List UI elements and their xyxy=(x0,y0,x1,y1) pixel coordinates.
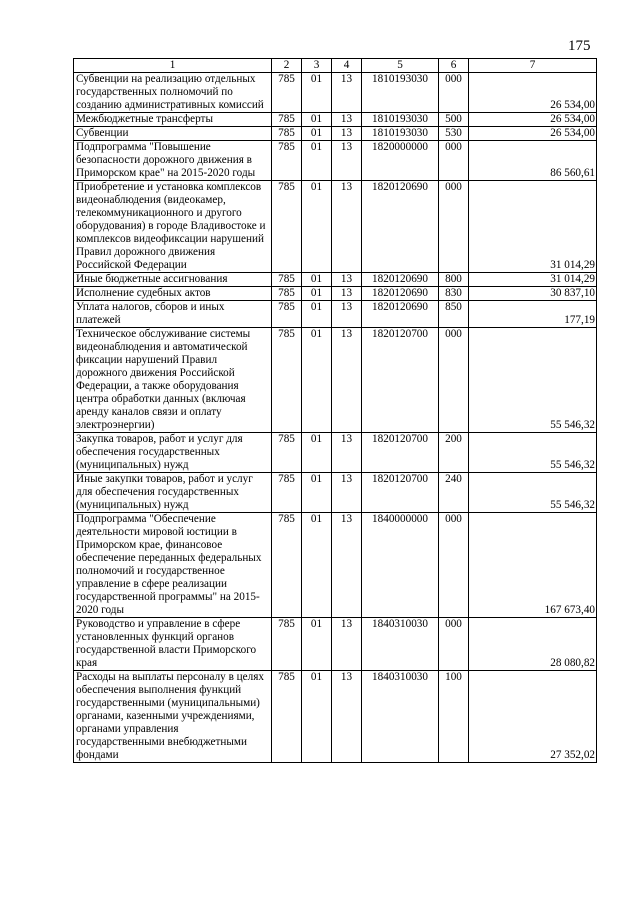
amount-cell: 26 534,00 xyxy=(469,127,597,141)
target-article-cell: 1820120700 xyxy=(362,433,439,473)
section-code-cell: 01 xyxy=(302,287,332,301)
target-article-cell: 1820120700 xyxy=(362,328,439,433)
budget-table xyxy=(73,58,597,763)
section-code-cell: 01 xyxy=(302,328,332,433)
table-row xyxy=(74,618,597,671)
target-article-cell: 1840310030 xyxy=(362,618,439,671)
target-article-cell: 1820120700 xyxy=(362,473,439,513)
subsection-code-cell: 13 xyxy=(332,141,362,181)
amount-cell: 30 837,10 xyxy=(469,287,597,301)
amount-cell: 31 014,29 xyxy=(469,273,597,287)
amount-cell: 177,19 xyxy=(469,301,597,328)
section-code-cell: 01 xyxy=(302,618,332,671)
item-name-cell: Подпрограмма "Обеспечение деятельности мировой юстиции в Приморском крае, финансовое обеспечение переданных федеральных полномочий и государственное управление в сфере реализации государственной программы" на 2015-2020 годы xyxy=(74,513,272,618)
table-row xyxy=(74,73,597,113)
amount-cell: 31 014,29 xyxy=(469,181,597,273)
admin-code-cell: 785 xyxy=(272,301,302,328)
column-header: 2 xyxy=(272,59,302,73)
target-article-cell: 1810193030 xyxy=(362,127,439,141)
admin-code-cell: 785 xyxy=(272,73,302,113)
subsection-code-cell: 13 xyxy=(332,273,362,287)
expense-type-cell: 000 xyxy=(439,328,469,433)
expense-type-cell: 000 xyxy=(439,618,469,671)
target-article-cell: 1820120690 xyxy=(362,287,439,301)
target-article-cell: 1820120690 xyxy=(362,301,439,328)
table-row xyxy=(74,328,597,433)
subsection-code-cell: 13 xyxy=(332,618,362,671)
admin-code-cell: 785 xyxy=(272,113,302,127)
target-article-cell: 1820120690 xyxy=(362,181,439,273)
amount-cell: 55 546,32 xyxy=(469,473,597,513)
item-name-cell: Уплата налогов, сборов и иных платежей xyxy=(74,301,272,328)
section-code-cell: 01 xyxy=(302,127,332,141)
column-header: 3 xyxy=(302,59,332,73)
item-name-cell: Расходы на выплаты персоналу в целях обеспечения выполнения функций государственными (муниципальными) органами, казенными учреждениями, органами управления государственными внебюджетными фондами xyxy=(74,671,272,763)
section-code-cell: 01 xyxy=(302,181,332,273)
section-code-cell: 01 xyxy=(302,141,332,181)
section-code-cell: 01 xyxy=(302,113,332,127)
expense-type-cell: 830 xyxy=(439,287,469,301)
table-header-row xyxy=(74,59,597,73)
admin-code-cell: 785 xyxy=(272,181,302,273)
amount-cell: 26 534,00 xyxy=(469,113,597,127)
amount-cell: 55 546,32 xyxy=(469,328,597,433)
page-number: 175 xyxy=(568,38,591,54)
target-article-cell: 1820000000 xyxy=(362,141,439,181)
subsection-code-cell: 13 xyxy=(332,181,362,273)
amount-cell: 167 673,40 xyxy=(469,513,597,618)
amount-cell: 26 534,00 xyxy=(469,73,597,113)
amount-cell: 27 352,02 xyxy=(469,671,597,763)
expense-type-cell: 000 xyxy=(439,181,469,273)
target-article-cell: 1810193030 xyxy=(362,113,439,127)
item-name-cell: Иные бюджетные ассигнования xyxy=(74,273,272,287)
expense-type-cell: 850 xyxy=(439,301,469,328)
expense-type-cell: 500 xyxy=(439,113,469,127)
admin-code-cell: 785 xyxy=(272,513,302,618)
expense-type-cell: 000 xyxy=(439,73,469,113)
expense-type-cell: 800 xyxy=(439,273,469,287)
amount-cell: 86 560,61 xyxy=(469,141,597,181)
item-name-cell: Субвенции xyxy=(74,127,272,141)
admin-code-cell: 785 xyxy=(272,328,302,433)
table-row xyxy=(74,273,597,287)
section-code-cell: 01 xyxy=(302,513,332,618)
admin-code-cell: 785 xyxy=(272,273,302,287)
table-row xyxy=(74,113,597,127)
table-row xyxy=(74,287,597,301)
subsection-code-cell: 13 xyxy=(332,513,362,618)
section-code-cell: 01 xyxy=(302,473,332,513)
table-row xyxy=(74,141,597,181)
section-code-cell: 01 xyxy=(302,671,332,763)
section-code-cell: 01 xyxy=(302,273,332,287)
column-header: 1 xyxy=(74,59,272,73)
item-name-cell: Закупка товаров, работ и услуг для обеспечения государственных (муниципальных) нужд xyxy=(74,433,272,473)
section-code-cell: 01 xyxy=(302,73,332,113)
subsection-code-cell: 13 xyxy=(332,287,362,301)
item-name-cell: Субвенции на реализацию отдельных государственных полномочий по созданию административных комиссий xyxy=(74,73,272,113)
column-header: 4 xyxy=(332,59,362,73)
column-header: 6 xyxy=(439,59,469,73)
table-row xyxy=(74,433,597,473)
item-name-cell: Техническое обслуживание системы видеонаблюдения и автоматической фиксации нарушений Правил дорожного движения Российской Федерации, а также оборудования центра обработки данных (включая аренду каналов связи и оплату электроэнергии) xyxy=(74,328,272,433)
subsection-code-cell: 13 xyxy=(332,671,362,763)
admin-code-cell: 785 xyxy=(272,618,302,671)
admin-code-cell: 785 xyxy=(272,671,302,763)
subsection-code-cell: 13 xyxy=(332,328,362,433)
expense-type-cell: 240 xyxy=(439,473,469,513)
amount-cell: 55 546,32 xyxy=(469,433,597,473)
target-article-cell: 1810193030 xyxy=(362,73,439,113)
subsection-code-cell: 13 xyxy=(332,127,362,141)
expense-type-cell: 100 xyxy=(439,671,469,763)
subsection-code-cell: 13 xyxy=(332,433,362,473)
admin-code-cell: 785 xyxy=(272,141,302,181)
expense-type-cell: 530 xyxy=(439,127,469,141)
target-article-cell: 1820120690 xyxy=(362,273,439,287)
admin-code-cell: 785 xyxy=(272,473,302,513)
target-article-cell: 1840310030 xyxy=(362,671,439,763)
table-row xyxy=(74,473,597,513)
table-row xyxy=(74,513,597,618)
column-header: 5 xyxy=(362,59,439,73)
subsection-code-cell: 13 xyxy=(332,301,362,328)
item-name-cell: Межбюджетные трансферты xyxy=(74,113,272,127)
item-name-cell: Иные закупки товаров, работ и услуг для обеспечения государственных (муниципальных) нужд xyxy=(74,473,272,513)
item-name-cell: Подпрограмма "Повышение безопасности дорожного движения в Приморском крае" на 2015-2020 годы xyxy=(74,141,272,181)
amount-cell: 28 080,82 xyxy=(469,618,597,671)
column-header: 7 xyxy=(469,59,597,73)
item-name-cell: Руководство и управление в сфере установленных функций органов государственной власти Приморского края xyxy=(74,618,272,671)
expense-type-cell: 000 xyxy=(439,141,469,181)
subsection-code-cell: 13 xyxy=(332,473,362,513)
table-row xyxy=(74,127,597,141)
table-row xyxy=(74,671,597,763)
table-row xyxy=(74,301,597,328)
subsection-code-cell: 13 xyxy=(332,73,362,113)
item-name-cell: Исполнение судебных актов xyxy=(74,287,272,301)
table-row xyxy=(74,181,597,273)
subsection-code-cell: 13 xyxy=(332,113,362,127)
section-code-cell: 01 xyxy=(302,433,332,473)
target-article-cell: 1840000000 xyxy=(362,513,439,618)
admin-code-cell: 785 xyxy=(272,433,302,473)
expense-type-cell: 200 xyxy=(439,433,469,473)
expense-type-cell: 000 xyxy=(439,513,469,618)
item-name-cell: Приобретение и установка комплексов видеонаблюдения (видеокамер, телекоммуникационного и другого оборудования) в городе Владивостоке и комплексов видеофиксации нарушений Правил дорожного движения Российской Федерации xyxy=(74,181,272,273)
admin-code-cell: 785 xyxy=(272,127,302,141)
section-code-cell: 01 xyxy=(302,301,332,328)
admin-code-cell: 785 xyxy=(272,287,302,301)
